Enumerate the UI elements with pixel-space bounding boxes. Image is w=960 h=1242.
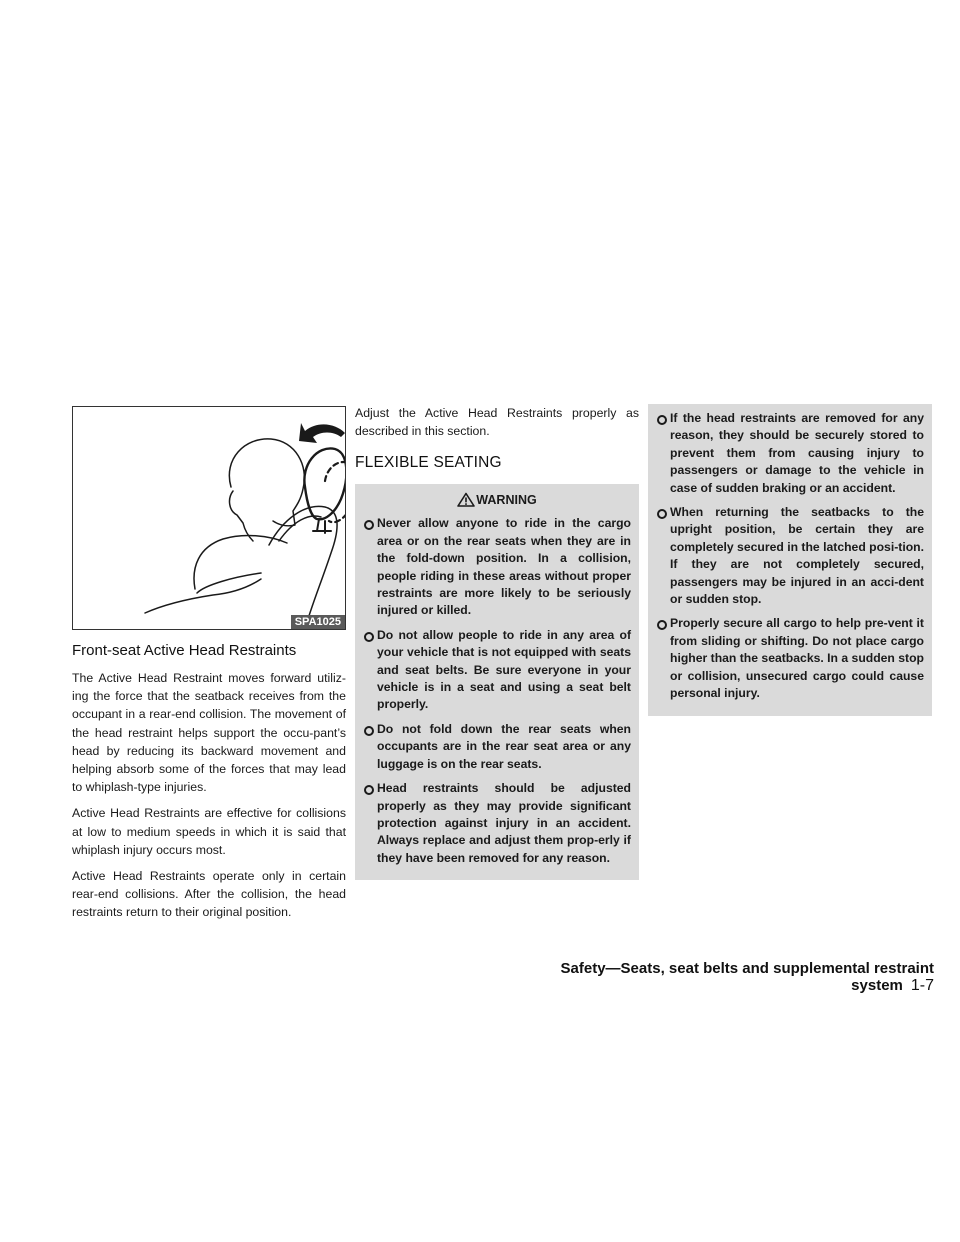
intro-paragraph: Adjust the Active Head Restraints properly as described in this section.: [355, 406, 639, 439]
head-restraint-diagram: [73, 407, 345, 629]
warning-item: Never allow anyone to ride in the cargo area or on the rear seats when they are in the fold-down position. In a collision, people riding in these areas without proper restraints are more likely to be seriously injured or killed.: [363, 515, 631, 619]
paragraph: The Active Head Restraint moves forward utiliz-ing the force that the seatback receives from the occupant in a rear-end collision. The movement of the head restraint helps support the occu-pant’s head by reducing its backward movement and helping absorb some of the forces that may lead to whiplash-type injuries.: [72, 671, 346, 795]
warning-item: When returning the seatbacks to the upright position, be certain they are completely secured in the latched posi-tion. If they are not completely secured, passengers may be injured in an acci-dent or sudden stop.: [656, 504, 924, 608]
figure-label: SPA1025: [291, 615, 345, 629]
warning-triangle-icon: [457, 492, 475, 507]
warning-list: [656, 410, 924, 703]
page-number: 1-7: [910, 977, 934, 994]
warning-item: Do not allow people to ride in any area of your vehicle that is not equipped with seats and seat belts. Be sure everyone in your vehicle is in a seat and using a seat belt properly.: [363, 627, 631, 714]
paragraph: Active Head Restraints are effective for collisions at low to medium speeds in which it is said that whiplash injury occurs most.: [72, 806, 346, 857]
warning-item: If the head restraints are removed for any reason, they should be securely stored to prevent them from causing injury to passengers or damage to the vehicle in case of sudden braking or an accident.: [656, 410, 924, 497]
page-footer: [488, 960, 934, 995]
column-left: [72, 406, 346, 930]
column-middle: [355, 404, 639, 880]
section-heading-flexible-seating: FLEXIBLE SEATING: [355, 454, 502, 472]
warning-box-continued: [648, 404, 932, 716]
warning-item: Do not fold down the rear seats when occupants are in the rear seat area or any luggage is on the rear seats.: [363, 721, 631, 773]
warning-header: [363, 492, 631, 507]
column-right: [648, 404, 932, 716]
warning-item: Properly secure all cargo to help pre-vent it from sliding or shifting. Do not place cargo higher than the seatbacks. In a sudden stop or collision, unsecured cargo could cause personal injury.: [656, 615, 924, 702]
warning-item: Head restraints should be adjusted properly as they may provide significant protection against injury in an accident. Always replace and adjust them prop-erly if they have been removed for any reason.: [363, 780, 631, 867]
footer-section-title: Safety—Seats, seat belts and supplemental restraint system: [560, 960, 934, 994]
paragraph: Active Head Restraints operate only in certain rear-end collisions. After the collision, the head restraints return to their original position.: [72, 869, 346, 920]
section-heading-active-head-restraints: Front-seat Active Head Restraints: [72, 642, 297, 659]
head-restraint-figure: [72, 406, 346, 630]
warning-list: [363, 515, 631, 867]
warning-title: WARNING: [476, 493, 537, 508]
warning-box: [355, 484, 639, 880]
